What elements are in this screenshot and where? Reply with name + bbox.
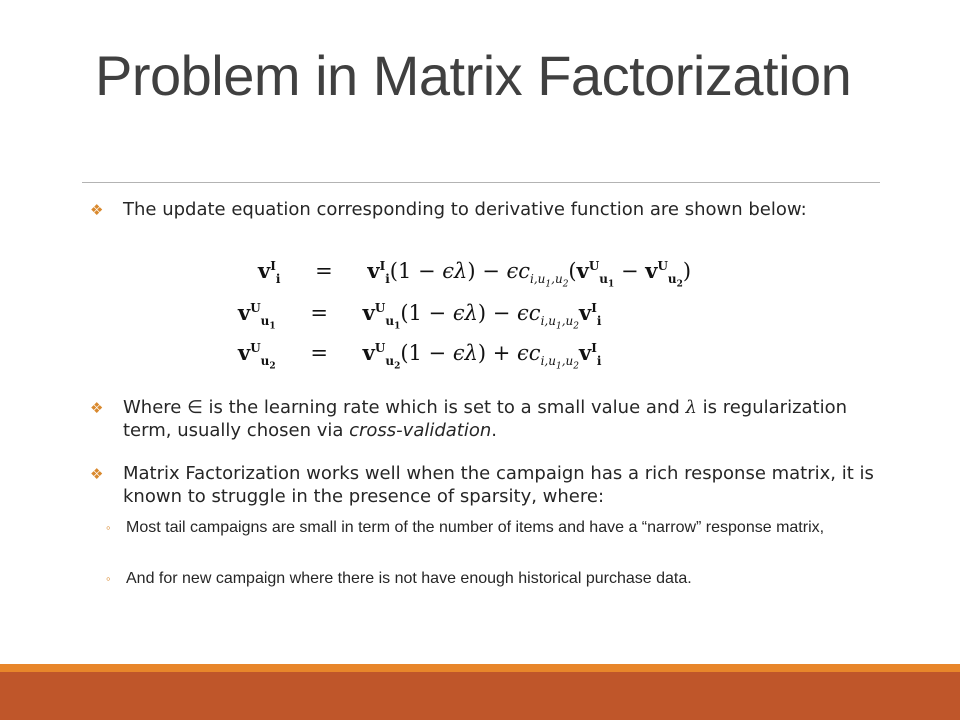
where-text-2: is the learning rate which is set to a small value and [202,397,686,418]
where-text-1: Where [123,397,188,418]
sub-bullet-tail-campaigns [106,518,876,538]
circle-bullet-icon: ◦ [106,520,111,535]
equation-row-2: $v^U_{u_1} = v^U_{u_1}(1 - \epsilon\lambda) - \epsilon c_{i,u_1,u_2}v^I_i$ [238,300,602,332]
equation-row-1: $v^I_i = v^I_i(1 - \epsilon\lambda) - \epsilon c_{i,u_1,u_2}(v^U_{u_1} - v^U_{u_2})$ [258,258,692,290]
where-text-3: is regularization term, usually chosen via [123,397,848,441]
diamond-bullet-icon: ❖ [90,399,104,417]
cross-validation-term: cross-validation [349,420,492,441]
sub-bullet-new-campaign [106,569,876,589]
footer-accent-line [0,664,960,672]
title-divider [82,182,880,183]
circle-bullet-icon: ◦ [106,571,111,586]
sub-bullet-text: Most tail campaigns are small in term of the number of items and have a “narrow” response matrix, [126,519,825,536]
bullet-text [123,396,880,442]
lambda-symbol: λ [685,397,697,418]
diamond-bullet-icon: ❖ [90,465,104,483]
bullet-text: Matrix Factorization works well when the campaign has a rich response matrix, it is known to struggle in the presence of sparsity, where: [123,463,874,507]
bullet-sparsity [90,462,880,508]
footer-bar [0,672,960,720]
diamond-bullet-icon: ❖ [90,201,104,219]
epsilon-symbol: ∈ [187,397,203,418]
bullet-where [90,396,880,442]
bullet-text: The update equation corresponding to derivative function are shown below: [123,199,807,220]
sub-bullet-text: And for new campaign where there is not have enough historical purchase data. [126,570,692,587]
where-text-4: . [491,420,498,441]
bullet-update-equation [90,198,880,221]
slide-title: Problem in Matrix Factorization [95,44,852,107]
equation-row-3: $v^U_{u_2} = v^U_{u_2}(1 - \epsilon\lambda) + \epsilon c_{i,u_1,u_2}v^I_i$ [238,340,602,372]
